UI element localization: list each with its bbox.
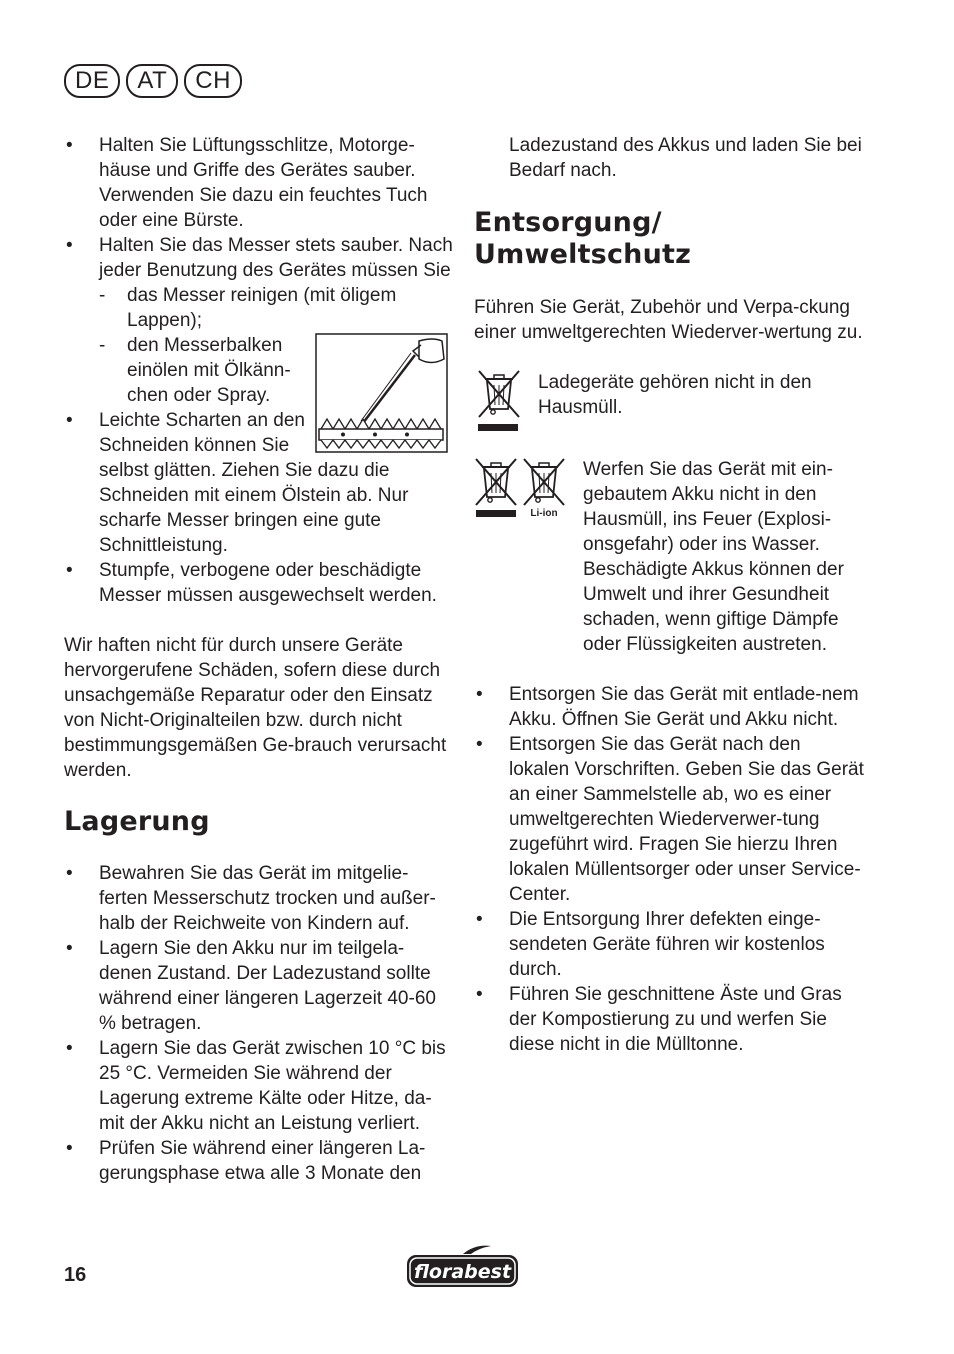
list-item: • Bewahren Sie das Gerät im mitgelie-ferten Messerschutz trocken und außer-halb der Reichweite von Kindern auf. [64,861,454,936]
page-number: 16 [64,1264,87,1286]
storage-list [64,861,454,1186]
disposal-intro: Führen Sie Gerät, Zubehör und Verpa-ckung einer umweltgerechten Wiederver-wertung zu. [474,297,863,343]
li-ion-label: Li-ion [530,508,558,519]
badge-de: DE [64,64,120,98]
list-item-text: Halten Sie das Messer stets sauber. Nach jeder Benutzung des Gerätes müssen Sie [99,235,453,281]
list-item: • Stumpfe, verbogene oder beschädigte Messer müssen ausgewechselt werden. [64,558,454,608]
heading-entsorgung [474,207,864,271]
list-item: • Entsorgen Sie das Gerät nach den lokalen Vorschriften. Geben Sie das Gerät an einer Sammelstelle ab, wo es einer umweltgerechten Wiederverwer-tung zugeführt wird. Fragen Sie hierzu Ihren lokalen Müllentsorger oder unser Service-Center. [474,732,864,907]
heading-lagerung: Lagerung [64,806,210,837]
list-item: • Prüfen Sie während einer längeren La-gerungsphase etwa alle 3 Monate den [64,1136,454,1186]
list-item: • Führen Sie geschnittene Äste und Gras der Kompostierung zu und werfen Sie diese nicht in die Mülltonne. [474,982,864,1057]
disposal-list [474,682,864,1057]
sub-list-item [99,333,454,408]
battery-disposal-notice [474,457,864,657]
list-item: • Entsorgen Sie das Gerät mit entlade-nem Akku. Öffnen Sie Gerät und Akku nicht. [474,682,864,732]
sub-list [99,283,454,408]
battery-disposal-text: Werfen Sie das Gerät mit ein-gebautem Akku nicht in den Hausmüll, ins Feuer (Explosi-onsgefahr) oder ins Wasser. Beschädigte Akkus können der Umwelt und ihrer Gesundheit schaden, wenn giftige Dämpfe oder Flüssigkeiten austreten. [583,459,844,655]
list-item: • Lagern Sie den Akku nur im teilgela-denen Zustand. Der Ladezustand sollte während einer längeren Lagerzeit 40-60 % betragen. [64,936,454,1036]
sub-list-item-text: den Messerbalken einölen mit Ölkänn-chen oder Spray. [127,335,291,406]
florabest-logo [405,1244,520,1290]
crossed-bin-icon [474,367,524,432]
charger-disposal-notice [474,370,864,432]
badge-ch: CH [184,64,242,98]
crossed-bin-icon [524,459,564,505]
list-item [64,233,454,408]
list-item: • Die Entsorgung Ihrer defekten einge-sendeten Geräte führen wir kostenlos durch. [474,907,864,982]
sub-list-item: - das Messer reinigen (mit öligem Lappen); [99,283,454,333]
heading-line-2: Umweltschutz [474,239,692,270]
logo-text: florabest [413,1261,512,1283]
left-column [64,133,454,1186]
charger-disposal-text: Ladegeräte gehören nicht in den Hausmüll. [538,372,812,418]
badge-at: AT [126,64,178,98]
heading-line-1: Entsorgung/ [474,207,662,238]
continuation-text: Ladezustand des Akkus und laden Sie bei Bedarf nach. [509,135,862,181]
battery-bin-icons [474,457,570,523]
list-item: • Leichte Scharten an den Schneiden können Sie selbst glätten. Ziehen Sie dazu die Schneiden mit einem Ölstein ab. Nur scharfe Messer bringen eine gute Schnittleistung. [64,408,454,558]
list-item: • Halten Sie Lüftungsschlitze, Motorge-häuse und Griffe des Gerätes sauber. Verwenden Sie dazu ein feuchtes Tuch oder eine Bürste. [64,133,454,233]
care-list [64,133,454,608]
liability-paragraph: Wir haften nicht für durch unsere Geräte hervorgerufene Schäden, sofern diese durch unsachgemäße Reparatur oder den Einsatz von Nicht-Originalteilen bzw. durch nicht bestimmungsgemäßen Ge-brauch verursacht werden. [64,635,447,781]
list-item: • Lagern Sie das Gerät zwischen 10 °C bis 25 °C. Vermeiden Sie während der Lagerung extreme Kälte oder Hitze, da-mit der Akku nicht an Leistung verliert. [64,1036,454,1136]
country-badges [64,64,242,98]
right-column [474,133,864,1057]
crossed-bin-icon [476,459,516,517]
